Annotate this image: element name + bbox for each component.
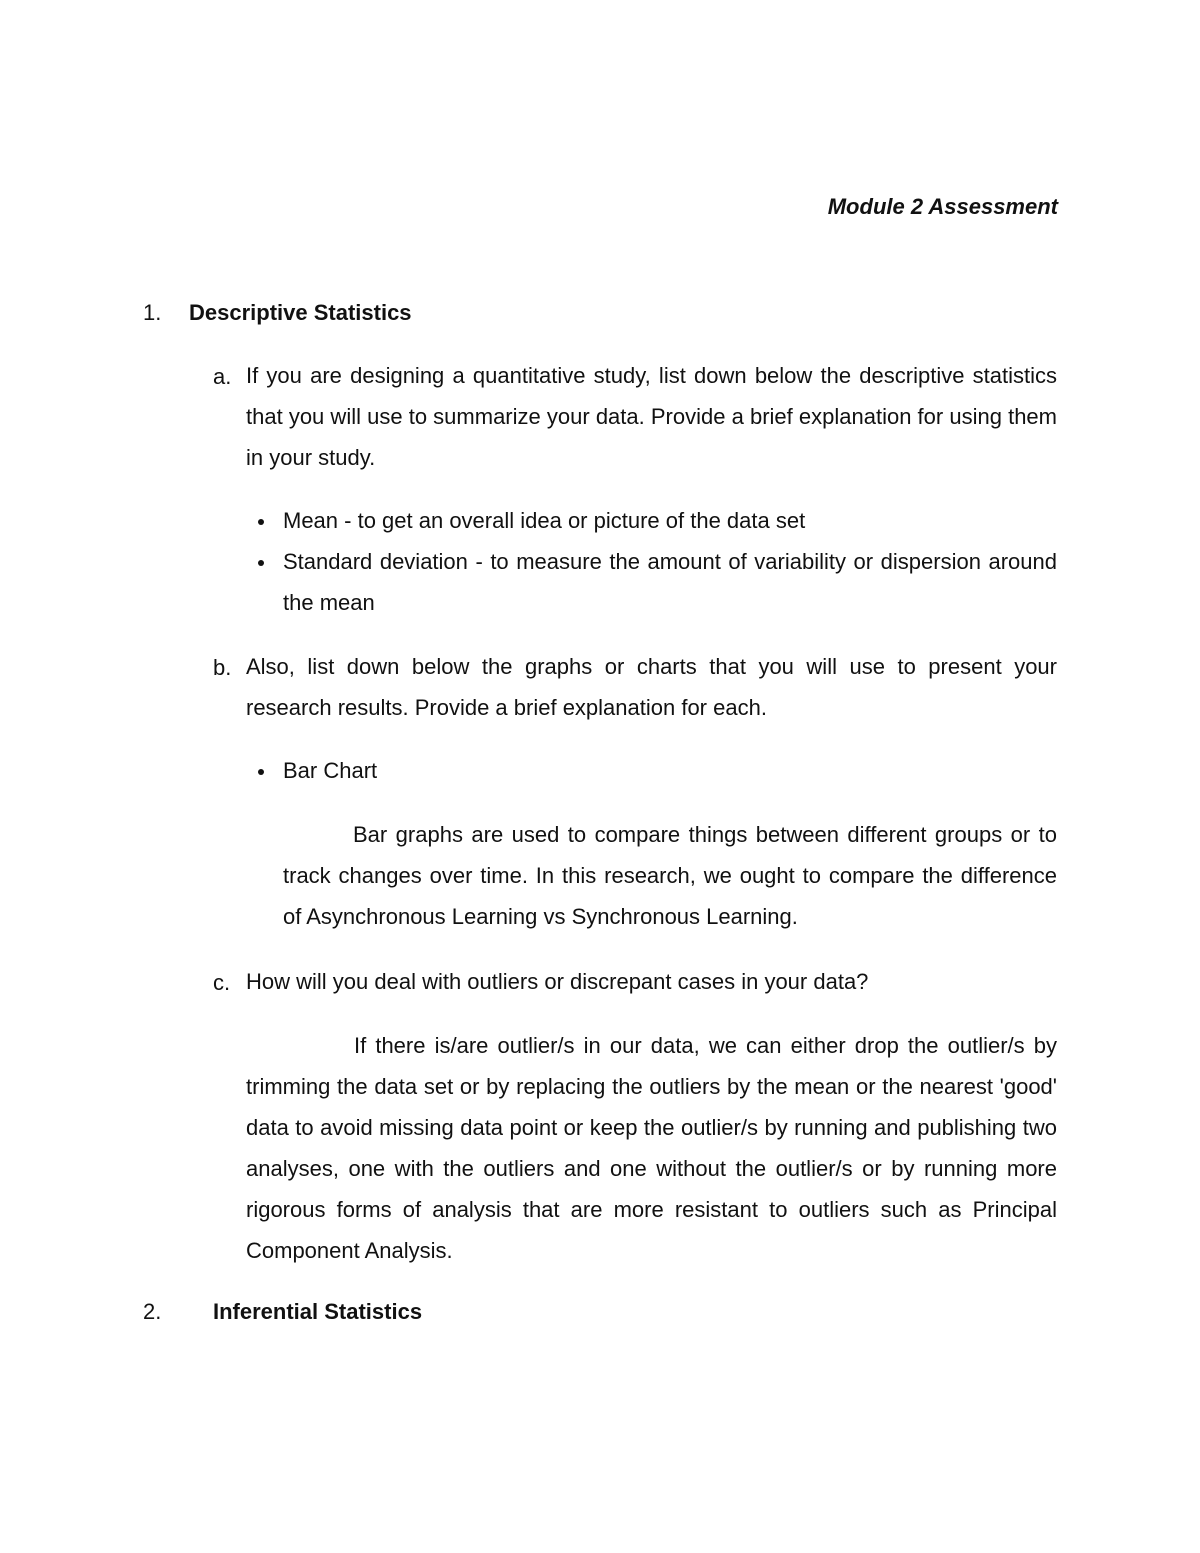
item-b-letter: b. bbox=[213, 655, 232, 680]
item-c-answer: If there is/are outlier/s in our data, we can either drop the outlier/s by trimming the data set or by replacing the outliers by the mean or the nearest 'good' data to avoid missing data point or keep the outlier/s by running and publishing two analyses, one with the outliers and one without the outlier/s or by running more rigorous forms of analysis that are more resistant to outliers such as Principal Component Analysis. bbox=[246, 1033, 1057, 1263]
section-1-number: 1. bbox=[143, 300, 162, 325]
item-a-bullet-2: Standard deviation - to measure the amount of variability or dispersion around the mean bbox=[283, 549, 1057, 615]
item-c-letter: c. bbox=[213, 970, 231, 995]
item-b-explanation: Bar graphs are used to compare things between different groups or to track changes over time. In this research, we ought to compare the difference of Asynchronous Learning vs Synchronous Learning. bbox=[283, 822, 1057, 929]
item-b-question: Also, list down below the graphs or charts that you will use to present your research results. Provide a brief explanation for each. bbox=[246, 654, 1057, 720]
item-a-question: If you are designing a quantitative study, list down below the descriptive statistics that you will use to summarize your data. Provide a brief explanation for using them in your study. bbox=[246, 363, 1057, 470]
item-b-bullet-1: Bar Chart bbox=[283, 758, 378, 783]
section-2-number: 2. bbox=[143, 1299, 162, 1324]
section-1-heading: Descriptive Statistics bbox=[189, 300, 412, 325]
section-2-heading: Inferential Statistics bbox=[213, 1299, 423, 1324]
item-a-letter: a. bbox=[213, 364, 232, 389]
bullet-icon bbox=[258, 560, 264, 566]
item-c-question: How will you deal with outliers or discrepant cases in your data? bbox=[246, 969, 869, 994]
bullet-icon bbox=[258, 519, 264, 525]
bullet-icon bbox=[258, 769, 264, 775]
page-title: Module 2 Assessment bbox=[827, 194, 1058, 219]
item-a-bullet-1: Mean - to get an overall idea or picture of the data set bbox=[283, 508, 806, 533]
